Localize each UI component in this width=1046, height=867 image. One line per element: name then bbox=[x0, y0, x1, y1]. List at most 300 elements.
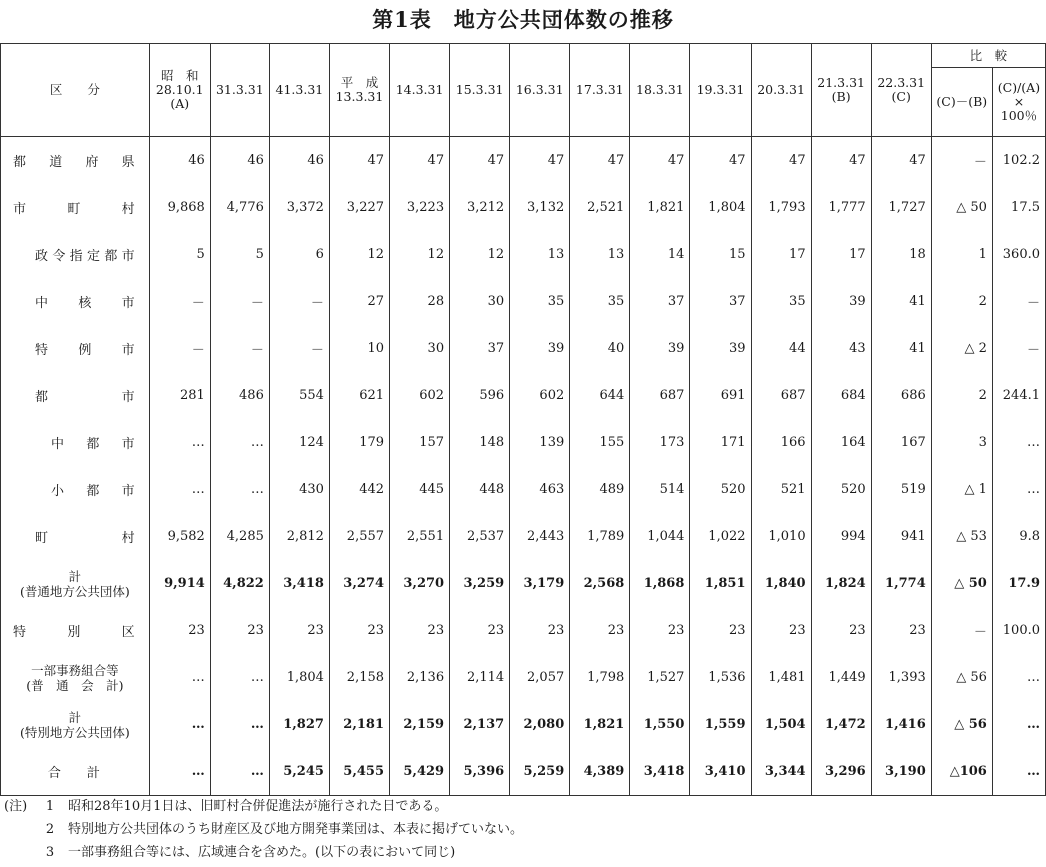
row-label-text: 都 道 府 県 bbox=[13, 155, 135, 170]
table-cell: 23 bbox=[510, 607, 570, 654]
table-cell: 9,868 bbox=[149, 184, 210, 231]
table-cell: 2,114 bbox=[450, 654, 510, 701]
table-cell: … bbox=[210, 419, 269, 466]
footnote-item bbox=[4, 795, 523, 818]
table-cell: 9.8 bbox=[992, 513, 1045, 560]
header-date-11 bbox=[811, 44, 871, 137]
row-label bbox=[1, 748, 150, 796]
table-cell: 4,285 bbox=[210, 513, 269, 560]
table-cell: 941 bbox=[871, 513, 931, 560]
header-date-line: (C) bbox=[891, 89, 911, 104]
table-cell: 35 bbox=[510, 278, 570, 325]
table-row bbox=[1, 231, 1046, 278]
table-cell: 1,793 bbox=[751, 184, 811, 231]
table-cell: △ 50 bbox=[931, 560, 992, 607]
header-date-line: 21.3.31 bbox=[817, 75, 865, 90]
table-cell: 3 bbox=[931, 419, 992, 466]
table-cell: 1,789 bbox=[570, 513, 630, 560]
table-cell: 46 bbox=[269, 137, 329, 185]
table-cell: 35 bbox=[570, 278, 630, 325]
table-cell: △106 bbox=[931, 748, 992, 796]
table-cell: 5,429 bbox=[390, 748, 450, 796]
row-label bbox=[1, 231, 150, 278]
row-label bbox=[1, 466, 150, 513]
table-cell: － bbox=[931, 607, 992, 654]
table-cell: 47 bbox=[630, 137, 690, 185]
footnote-item bbox=[4, 841, 523, 864]
table-cell: 23 bbox=[210, 607, 269, 654]
header-date-line: 14.3.31 bbox=[395, 82, 444, 97]
table-cell: 27 bbox=[329, 278, 389, 325]
table-cell: … bbox=[210, 466, 269, 513]
row-label bbox=[1, 372, 150, 419]
table-cell: 1,550 bbox=[630, 701, 690, 748]
header-date-line: (B) bbox=[831, 89, 851, 104]
table-cell: … bbox=[149, 654, 210, 701]
table-cell: － bbox=[931, 137, 992, 185]
table-cell: 684 bbox=[811, 372, 871, 419]
table-row bbox=[1, 748, 1046, 796]
table-cell: － bbox=[269, 278, 329, 325]
table-cell: … bbox=[210, 748, 269, 796]
table-row bbox=[1, 278, 1046, 325]
header-date-2 bbox=[269, 44, 329, 137]
header-date-line: 18.3.31 bbox=[636, 82, 684, 97]
page-title: 第1表 地方公共団体数の推移 bbox=[372, 7, 674, 32]
table-cell: 463 bbox=[510, 466, 570, 513]
table-cell: △ 50 bbox=[931, 184, 992, 231]
table-cell: 1,798 bbox=[570, 654, 630, 701]
header-date-10 bbox=[751, 44, 811, 137]
table-cell: 445 bbox=[390, 466, 450, 513]
table-cell: 644 bbox=[570, 372, 630, 419]
table-cell: 47 bbox=[390, 137, 450, 185]
table-cell: 1,044 bbox=[630, 513, 690, 560]
table-cell: 39 bbox=[811, 278, 871, 325]
table-cell: 1,449 bbox=[811, 654, 871, 701]
table-cell: 37 bbox=[630, 278, 690, 325]
table-cell: 35 bbox=[751, 278, 811, 325]
header-date-3 bbox=[329, 44, 389, 137]
footnote-text: 特別地方公共団体のうち財産区及び地方開発事業団は、本表に掲げていない。 bbox=[68, 822, 524, 837]
table-cell: － bbox=[149, 278, 210, 325]
table-cell: 5 bbox=[149, 231, 210, 278]
table-cell: 448 bbox=[450, 466, 510, 513]
table-cell: 47 bbox=[510, 137, 570, 185]
table-cell: 39 bbox=[690, 325, 751, 372]
footnote-number: 1 bbox=[45, 799, 55, 814]
table-cell: 37 bbox=[450, 325, 510, 372]
table-cell: 23 bbox=[690, 607, 751, 654]
table-cell: 1,727 bbox=[871, 184, 931, 231]
table-cell: 17 bbox=[751, 231, 811, 278]
table-row bbox=[1, 372, 1046, 419]
header-date-line: (A) bbox=[170, 96, 190, 111]
row-label-sub: (普通地方公共団体) bbox=[19, 583, 130, 599]
header-date-6 bbox=[510, 44, 570, 137]
table-cell: 1,559 bbox=[690, 701, 751, 748]
table-cell: … bbox=[992, 654, 1045, 701]
municipality-count-table bbox=[0, 43, 1046, 796]
footnote-number: 2 bbox=[45, 822, 55, 837]
table-cell: 9,582 bbox=[149, 513, 210, 560]
table-cell: 47 bbox=[811, 137, 871, 185]
table-cell: 2,158 bbox=[329, 654, 389, 701]
row-label-text: 政 令 指 定 都 市 bbox=[35, 249, 135, 264]
table-cell: 5,245 bbox=[269, 748, 329, 796]
table-cell: 17.5 bbox=[992, 184, 1045, 231]
table-cell: 1,804 bbox=[269, 654, 329, 701]
table-cell: 430 bbox=[269, 466, 329, 513]
table-cell: 2,557 bbox=[329, 513, 389, 560]
table-cell: 47 bbox=[450, 137, 510, 185]
table-cell: 1,777 bbox=[811, 184, 871, 231]
table-cell: 44 bbox=[751, 325, 811, 372]
header-date-line: 13.3.31 bbox=[335, 89, 384, 104]
header-date-line: 20.3.31 bbox=[757, 82, 805, 97]
table-cell: 2,181 bbox=[329, 701, 389, 748]
table-cell: 520 bbox=[690, 466, 751, 513]
header-ratio-line: × bbox=[1013, 94, 1025, 109]
table-cell: 1,010 bbox=[751, 513, 811, 560]
table-cell: 166 bbox=[751, 419, 811, 466]
table-cell: 281 bbox=[149, 372, 210, 419]
table-cell: 179 bbox=[329, 419, 389, 466]
table-cell: 2,443 bbox=[510, 513, 570, 560]
header-date-9 bbox=[690, 44, 751, 137]
table-cell: 519 bbox=[871, 466, 931, 513]
table-row bbox=[1, 654, 1046, 701]
table-cell: 1,527 bbox=[630, 654, 690, 701]
table-row bbox=[1, 560, 1046, 607]
table-cell: … bbox=[992, 419, 1045, 466]
header-ratio-line: (C)/(A) bbox=[997, 80, 1041, 95]
table-cell: 9,914 bbox=[149, 560, 210, 607]
table-cell: 691 bbox=[690, 372, 751, 419]
footnote-tag bbox=[4, 841, 38, 864]
header-date-1 bbox=[210, 44, 269, 137]
table-cell: 2,568 bbox=[570, 560, 630, 607]
table-cell: 3,132 bbox=[510, 184, 570, 231]
table-cell: 100.0 bbox=[992, 607, 1045, 654]
table-cell: 12 bbox=[390, 231, 450, 278]
row-label bbox=[1, 560, 150, 607]
header-date-8 bbox=[630, 44, 690, 137]
table-cell: － bbox=[992, 325, 1045, 372]
header-diff: (C)－(B) bbox=[931, 68, 992, 137]
table-cell: 1,416 bbox=[871, 701, 931, 748]
table-cell: 167 bbox=[871, 419, 931, 466]
table-cell: 10 bbox=[329, 325, 389, 372]
header-date-5 bbox=[450, 44, 510, 137]
table-cell: － bbox=[149, 325, 210, 372]
table-cell: 47 bbox=[871, 137, 931, 185]
table-cell: 164 bbox=[811, 419, 871, 466]
table-cell: 1,868 bbox=[630, 560, 690, 607]
table-cell: 514 bbox=[630, 466, 690, 513]
table-cell: 602 bbox=[390, 372, 450, 419]
table-cell: … bbox=[992, 466, 1045, 513]
table-cell: 6 bbox=[269, 231, 329, 278]
table-cell: 5 bbox=[210, 231, 269, 278]
row-label-text: 都 市 bbox=[35, 390, 135, 405]
table-cell: 2 bbox=[931, 372, 992, 419]
table-cell: 4,776 bbox=[210, 184, 269, 231]
table-cell: 14 bbox=[630, 231, 690, 278]
table-row bbox=[1, 325, 1046, 372]
table-cell: 1,774 bbox=[871, 560, 931, 607]
row-label bbox=[1, 607, 150, 654]
table-cell: 520 bbox=[811, 466, 871, 513]
table-cell: 43 bbox=[811, 325, 871, 372]
table-cell: 360.0 bbox=[992, 231, 1045, 278]
table-cell: 3,190 bbox=[871, 748, 931, 796]
table-cell: 15 bbox=[690, 231, 751, 278]
table-cell: △ 56 bbox=[931, 701, 992, 748]
header-ratio-line: 100％ bbox=[1000, 108, 1038, 123]
table-cell: 2,080 bbox=[510, 701, 570, 748]
footnote-text: 一部事務組合等には、広域連合を含めた。(以下の表において同じ) bbox=[68, 845, 456, 860]
table-cell: 4,822 bbox=[210, 560, 269, 607]
table-cell: － bbox=[269, 325, 329, 372]
row-label-main: 計 bbox=[68, 709, 82, 725]
table-cell: … bbox=[210, 701, 269, 748]
table-cell: 171 bbox=[690, 419, 751, 466]
row-label-text: 市 町 村 bbox=[13, 202, 135, 217]
table-cell: 3,270 bbox=[390, 560, 450, 607]
table-cell: 2,159 bbox=[390, 701, 450, 748]
table-cell: 554 bbox=[269, 372, 329, 419]
table-cell: 13 bbox=[510, 231, 570, 278]
table-cell: △ 53 bbox=[931, 513, 992, 560]
table-cell: 3,227 bbox=[329, 184, 389, 231]
table-cell: … bbox=[149, 701, 210, 748]
table-cell: 1,824 bbox=[811, 560, 871, 607]
table-cell: 102.2 bbox=[992, 137, 1045, 185]
row-label-text: 特 別 区 bbox=[13, 625, 135, 640]
row-label-main: 一部事務組合等 bbox=[31, 662, 119, 678]
table-cell: 155 bbox=[570, 419, 630, 466]
row-label-text: 中 都 市 bbox=[51, 437, 135, 452]
table-row bbox=[1, 466, 1046, 513]
table-cell: 23 bbox=[751, 607, 811, 654]
table-cell: 28 bbox=[390, 278, 450, 325]
table-cell: 46 bbox=[210, 137, 269, 185]
row-label bbox=[1, 654, 150, 701]
table-cell: 13 bbox=[570, 231, 630, 278]
header-date-line: 17.3.31 bbox=[575, 82, 624, 97]
row-label-text: 町 村 bbox=[35, 531, 135, 546]
table-cell: 173 bbox=[630, 419, 690, 466]
table-cell: 621 bbox=[329, 372, 389, 419]
row-label bbox=[1, 513, 150, 560]
table-cell: 18 bbox=[871, 231, 931, 278]
table-cell: 3,410 bbox=[690, 748, 751, 796]
row-label bbox=[1, 419, 150, 466]
table-cell: 244.1 bbox=[992, 372, 1045, 419]
table-cell: 5,455 bbox=[329, 748, 389, 796]
table-cell: 41 bbox=[871, 278, 931, 325]
table-cell: 30 bbox=[390, 325, 450, 372]
row-label-text: 合 計 bbox=[47, 766, 100, 781]
table-cell: 486 bbox=[210, 372, 269, 419]
table-cell: 47 bbox=[570, 137, 630, 185]
table-cell: … bbox=[992, 748, 1045, 796]
row-label bbox=[1, 325, 150, 372]
row-label-text: 小 都 市 bbox=[51, 484, 135, 499]
header-date-line: 31.3.31 bbox=[215, 82, 264, 97]
header-category: 区 分 bbox=[1, 44, 150, 137]
table-cell: 1,393 bbox=[871, 654, 931, 701]
header-ratio bbox=[992, 68, 1045, 137]
table-cell: 1,840 bbox=[751, 560, 811, 607]
row-label-main: 計 bbox=[68, 568, 82, 584]
table-cell: … bbox=[149, 419, 210, 466]
table-cell: 994 bbox=[811, 513, 871, 560]
table-row bbox=[1, 607, 1046, 654]
table-cell: 157 bbox=[390, 419, 450, 466]
table-cell: 23 bbox=[269, 607, 329, 654]
footnote-item bbox=[4, 818, 523, 841]
header-date-line: 41.3.31 bbox=[275, 82, 324, 97]
table-cell: 41 bbox=[871, 325, 931, 372]
table-cell: 602 bbox=[510, 372, 570, 419]
table-cell: 5,259 bbox=[510, 748, 570, 796]
row-label bbox=[1, 184, 150, 231]
header-date-line: 22.3.31 bbox=[877, 75, 926, 90]
header-date-line: 19.3.31 bbox=[696, 82, 745, 97]
table-cell: 1,851 bbox=[690, 560, 751, 607]
header-compare: 比 較 bbox=[931, 44, 1045, 68]
table-cell: 2,521 bbox=[570, 184, 630, 231]
footnote-number: 3 bbox=[45, 845, 55, 860]
row-label bbox=[1, 701, 150, 748]
table-cell: 23 bbox=[570, 607, 630, 654]
header-date-4 bbox=[390, 44, 450, 137]
table-cell: 1,821 bbox=[570, 701, 630, 748]
table-cell: … bbox=[149, 748, 210, 796]
table-row bbox=[1, 137, 1046, 185]
header-date-0 bbox=[149, 44, 210, 137]
footnotes bbox=[4, 795, 523, 864]
table-cell: 23 bbox=[811, 607, 871, 654]
table-cell: 37 bbox=[690, 278, 751, 325]
table-cell: 2,537 bbox=[450, 513, 510, 560]
table-cell: 47 bbox=[690, 137, 751, 185]
table-cell: … bbox=[149, 466, 210, 513]
table-cell: 1,536 bbox=[690, 654, 751, 701]
table-cell: 2,812 bbox=[269, 513, 329, 560]
table-cell: 1,022 bbox=[690, 513, 751, 560]
table-cell: 39 bbox=[510, 325, 570, 372]
row-label bbox=[1, 137, 150, 185]
table-cell: 521 bbox=[751, 466, 811, 513]
table-cell: － bbox=[210, 278, 269, 325]
header-date-line: 16.3.31 bbox=[515, 82, 564, 97]
table-cell: 30 bbox=[450, 278, 510, 325]
table-cell: 12 bbox=[450, 231, 510, 278]
table-cell: 3,179 bbox=[510, 560, 570, 607]
table-cell: 442 bbox=[329, 466, 389, 513]
table-cell: △ 2 bbox=[931, 325, 992, 372]
table-cell: 40 bbox=[570, 325, 630, 372]
table-cell: 47 bbox=[329, 137, 389, 185]
row-label bbox=[1, 278, 150, 325]
table-row bbox=[1, 701, 1046, 748]
table-cell: 3,296 bbox=[811, 748, 871, 796]
table-cell: － bbox=[210, 325, 269, 372]
table-cell: 2,057 bbox=[510, 654, 570, 701]
row-label-sub: (特別地方公共団体) bbox=[19, 724, 130, 740]
table-cell: 23 bbox=[329, 607, 389, 654]
table-cell: 2,136 bbox=[390, 654, 450, 701]
table-cell: 139 bbox=[510, 419, 570, 466]
table-cell: 1,821 bbox=[630, 184, 690, 231]
header-date-line: 昭 和 bbox=[160, 68, 199, 83]
table-cell: 2 bbox=[931, 278, 992, 325]
table-cell: 4,389 bbox=[570, 748, 630, 796]
table-cell: 23 bbox=[390, 607, 450, 654]
table-cell: 596 bbox=[450, 372, 510, 419]
footnote-tag: (注) bbox=[4, 799, 28, 814]
table-cell: 17 bbox=[811, 231, 871, 278]
table-row bbox=[1, 513, 1046, 560]
row-label-text: 中 核 市 bbox=[35, 296, 135, 311]
table-cell: 489 bbox=[570, 466, 630, 513]
table-cell: 39 bbox=[630, 325, 690, 372]
table-cell: 3,344 bbox=[751, 748, 811, 796]
header-date-7 bbox=[570, 44, 630, 137]
footnote-tag bbox=[4, 818, 38, 841]
table-cell: 23 bbox=[871, 607, 931, 654]
table-cell: 1,504 bbox=[751, 701, 811, 748]
table-cell: 3,259 bbox=[450, 560, 510, 607]
table-cell: 3,223 bbox=[390, 184, 450, 231]
table-cell: 47 bbox=[751, 137, 811, 185]
footnote-text: 昭和28年10月1日は、旧町村合併促進法が施行された日である。 bbox=[68, 799, 448, 814]
table-cell: 148 bbox=[450, 419, 510, 466]
table-cell: 1 bbox=[931, 231, 992, 278]
table-cell: 23 bbox=[450, 607, 510, 654]
table-cell: 46 bbox=[149, 137, 210, 185]
table-cell: 2,551 bbox=[390, 513, 450, 560]
row-label-sub: (普 通 会 計) bbox=[26, 677, 124, 693]
table-cell: 12 bbox=[329, 231, 389, 278]
header-date-line: 平 成 bbox=[340, 75, 379, 90]
table-cell: 3,372 bbox=[269, 184, 329, 231]
table-cell: 23 bbox=[149, 607, 210, 654]
table-cell: － bbox=[992, 278, 1045, 325]
table-cell: 1,804 bbox=[690, 184, 751, 231]
table-row bbox=[1, 419, 1046, 466]
table-cell: △ 1 bbox=[931, 466, 992, 513]
table-cell: 5,396 bbox=[450, 748, 510, 796]
header-date-line: 15.3.31 bbox=[455, 82, 504, 97]
table-row bbox=[1, 184, 1046, 231]
table-cell: 687 bbox=[630, 372, 690, 419]
table-cell: 3,418 bbox=[630, 748, 690, 796]
table-cell: △ 56 bbox=[931, 654, 992, 701]
table-cell: 686 bbox=[871, 372, 931, 419]
row-label-text: 特 例 市 bbox=[35, 343, 135, 358]
table-cell: … bbox=[992, 701, 1045, 748]
header-date-line: 28.10.1 bbox=[155, 82, 204, 97]
table-cell: 2,137 bbox=[450, 701, 510, 748]
table-cell: 3,212 bbox=[450, 184, 510, 231]
table-cell: 1,472 bbox=[811, 701, 871, 748]
table-cell: 687 bbox=[751, 372, 811, 419]
table-cell: 1,827 bbox=[269, 701, 329, 748]
